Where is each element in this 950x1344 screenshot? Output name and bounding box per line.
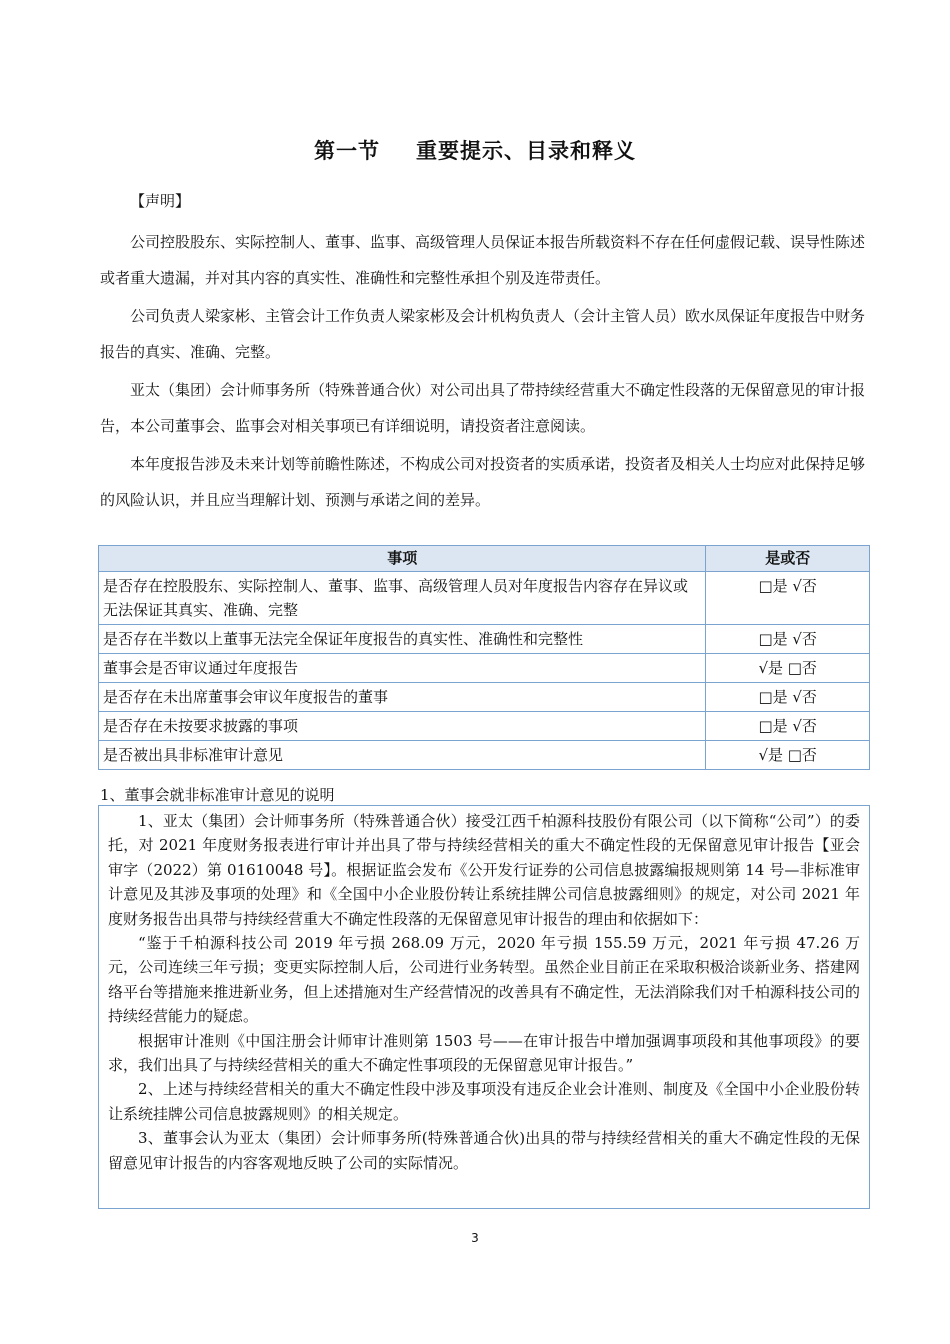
declaration-paragraph: 本年度报告涉及未来计划等前瞻性陈述，不构成公司对投资者的实质承诺，投资者及相关人士均应对此保持足够的风险认识，并且应当理解计划、预测与承诺之间的差异。	[100, 455, 866, 509]
row-answer: □是 √否	[706, 625, 870, 654]
table-row	[99, 572, 870, 625]
disclosure-checklist-table	[98, 545, 870, 770]
page-title	[0, 135, 950, 165]
table-row	[99, 683, 870, 712]
row-answer: □是 √否	[706, 712, 870, 741]
declaration-paragraph: 公司控股股东、实际控制人、董事、监事、高级管理人员保证本报告所载资料不存在任何虚假记载、误导性陈述或者重大遗漏，并对其内容的真实性、准确性和完整性承担个别及连带责任。	[100, 233, 866, 287]
declaration-paragraph: 公司负责人梁家彬、主管会计工作负责人梁家彬及会计机构负责人（会计主管人员）欧水凤保证年度报告中财务报告的真实、准确、完整。	[100, 307, 866, 361]
table-header-row	[99, 546, 870, 572]
row-item: 是否存在半数以上董事无法完全保证年度报告的真实性、准确性和完整性	[99, 625, 706, 654]
note-paragraph: 2、上述与持续经营相关的重大不确定性段中涉及事项没有违反企业会计准则、制度及《全国中小企业股份转让系统挂牌公司信息披露规则》的相关规定。	[108, 1080, 860, 1123]
section-number: 第一节	[314, 139, 380, 163]
row-item: 是否存在控股股东、实际控制人、董事、监事、高级管理人员对年度报告内容存在异议或无法保证其真实、准确、完整	[99, 572, 706, 625]
header-answer: 是或否	[706, 546, 870, 572]
declaration-label: 【声明】	[130, 192, 191, 210]
row-answer: √是 □否	[706, 741, 870, 770]
declaration-paragraph: 亚太（集团）会计师事务所（特殊普通合伙）对公司出具了带持续经营重大不确定性段落的无保留意见的审计报告，本公司董事会、监事会对相关事项已有详细说明，请投资者注意阅读。	[100, 381, 866, 435]
note-paragraph: 根据审计准则《中国注册会计师审计准则第 1503 号——在审计报告中增加强调事项段和其他事项段》的要求，我们出具了与持续经营相关的重大不确定性事项段的无保留意见审计报告。”	[108, 1031, 860, 1075]
table-row	[99, 654, 870, 683]
section-title: 重要提示、目录和释义	[416, 139, 636, 163]
row-item: 是否存在未按要求披露的事项	[99, 712, 706, 741]
row-answer: □是 √否	[706, 572, 870, 625]
note-paragraph: 1、亚太（集团）会计师事务所（特殊普通合伙）接受江西千柏源科技股份有限公司（以下简称“公司”）的委托，对 2021 年度财务报表进行审计并出具了带与持续经营相关的重大不确定性段的无保留意见审计报告【亚会审字（2022）第 01610048 号】。根据证监会发布《公开发行证券的公司信息披露编报规则第 14 号—非标准审计意见及其涉及事项的处理》和《全国中小企业股份转让系统挂牌公司信息披露细则》的规定，对公司 2021 年度财务报告出具带与持续经营重大不确定性段落的无保留意见审计报告的理由和依据如下：	[108, 812, 860, 928]
row-answer: □是 √否	[706, 683, 870, 712]
page-number: 3	[471, 1231, 479, 1245]
table-row	[99, 712, 870, 741]
note-paragraph: “鉴于千柏源科技公司 2019 年亏损 268.09 万元，2020 年亏损 155.59 万元，2021 年亏损 47.26 万元，公司连续三年亏损；变更实际控制人后，公司进行业务转型。虽然企业目前正在采取积极洽谈新业务、搭建网络平台等措施来推进新业务，但上述措施对生产经营情况的改善具有不确定性，无法消除我们对千柏源科技公司的持续经营能力的疑虑。	[108, 934, 860, 1026]
audit-opinion-note-heading: 1、董事会就非标准审计意见的说明	[100, 786, 335, 804]
note-paragraph: 3、董事会认为亚太（集团）会计师事务所(特殊普通合伙)出具的带与持续经营相关的重大不确定性段的无保留意见审计报告的内容客观地反映了公司的实际情况。	[108, 1129, 860, 1172]
header-item: 事项	[99, 546, 706, 572]
audit-opinion-note-box	[98, 805, 870, 1209]
row-item: 是否存在未出席董事会审议年度报告的董事	[99, 683, 706, 712]
table-row	[99, 741, 870, 770]
row-item: 是否被出具非标准审计意见	[99, 741, 706, 770]
row-answer: √是 □否	[706, 654, 870, 683]
row-item: 董事会是否审议通过年度报告	[99, 654, 706, 683]
table-row	[99, 625, 870, 654]
